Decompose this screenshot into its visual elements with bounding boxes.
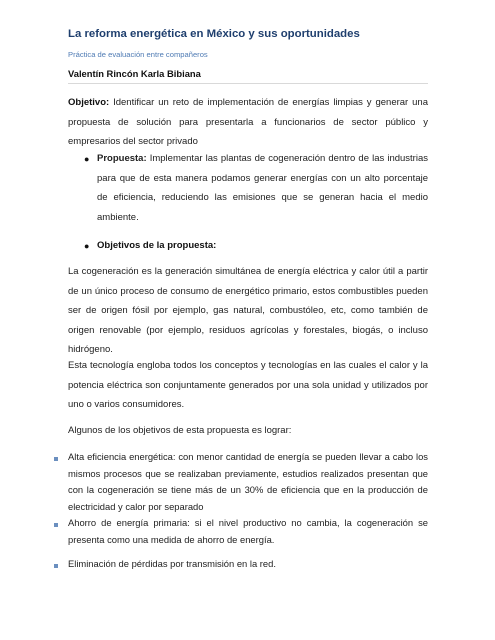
document-title: La reforma energética en México y sus oportunidades bbox=[68, 28, 360, 40]
goal-item: Ahorro de energía primaria: si el nivel productivo no cambia, la cogeneración se presenta como una medida de ahorro de energía. bbox=[68, 517, 428, 545]
proposal-bullet bbox=[97, 149, 428, 227]
objective-paragraph bbox=[68, 93, 428, 152]
objective-label: Objetivo: bbox=[68, 97, 110, 108]
square-bullet-icon bbox=[54, 523, 58, 527]
goal-item: Eliminación de pérdidas por transmisión en la red. bbox=[68, 558, 276, 569]
document-subtitle: Práctica de evaluación entre compañeros bbox=[68, 50, 208, 59]
header-divider bbox=[68, 83, 428, 84]
objective-text: Identificar un reto de implementación de energías limpias y generar una propuesta de solución para presentarla a funcionarios de sector público y empresarios del sector privado bbox=[68, 97, 428, 147]
author-name: Valentín Rincón Karla Bibiana bbox=[68, 68, 201, 79]
cogeneration-paragraph: La cogeneración es la generación simultánea de energía eléctrica y calor útil a partir de un único proceso de consumo de energético primario, estos combustibles pueden ser de origen fósil por ejemplo, gas natural, combustóleo, etc, como también de origen renovable (por ejemplo, residuos agrícolas y forestales, biogás, o incluso hidrógeno. bbox=[68, 266, 428, 355]
bullet-dot-icon: ● bbox=[84, 241, 90, 251]
objectives-heading: Objetivos de la propuesta: bbox=[97, 240, 217, 251]
square-bullet-icon bbox=[54, 564, 58, 568]
square-bullet-icon bbox=[54, 457, 58, 461]
proposal-label: Propuesta: bbox=[97, 153, 147, 164]
goal-item: Alta eficiencia energética: con menor cantidad de energía se pueden llevar a cabo los mismos procesos que se realizaban previamente, estudios realizados presentan que con la cogeneración se tiene más de un 30% de eficiencia que en la producción de electricidad y calor por separado bbox=[68, 451, 428, 512]
proposal-text: Implementar las plantas de cogeneración dentro de las industrias para que de esta manera podamos generar energías con un alto porcentaje de eficiencia, reduciendo las emisiones que se generan hacia el medio ambiente. bbox=[97, 153, 428, 223]
technology-paragraph: Esta tecnología engloba todos los conceptos y tecnologías en las cuales el calor y la potencia eléctrica son conjuntamente generados por una sola unidad y utilizados por uno o varios consumidores. bbox=[68, 360, 428, 410]
bullet-dot-icon: ● bbox=[84, 154, 90, 164]
goals-intro: Algunos de los objetivos de esta propuesta es lograr: bbox=[68, 425, 292, 436]
